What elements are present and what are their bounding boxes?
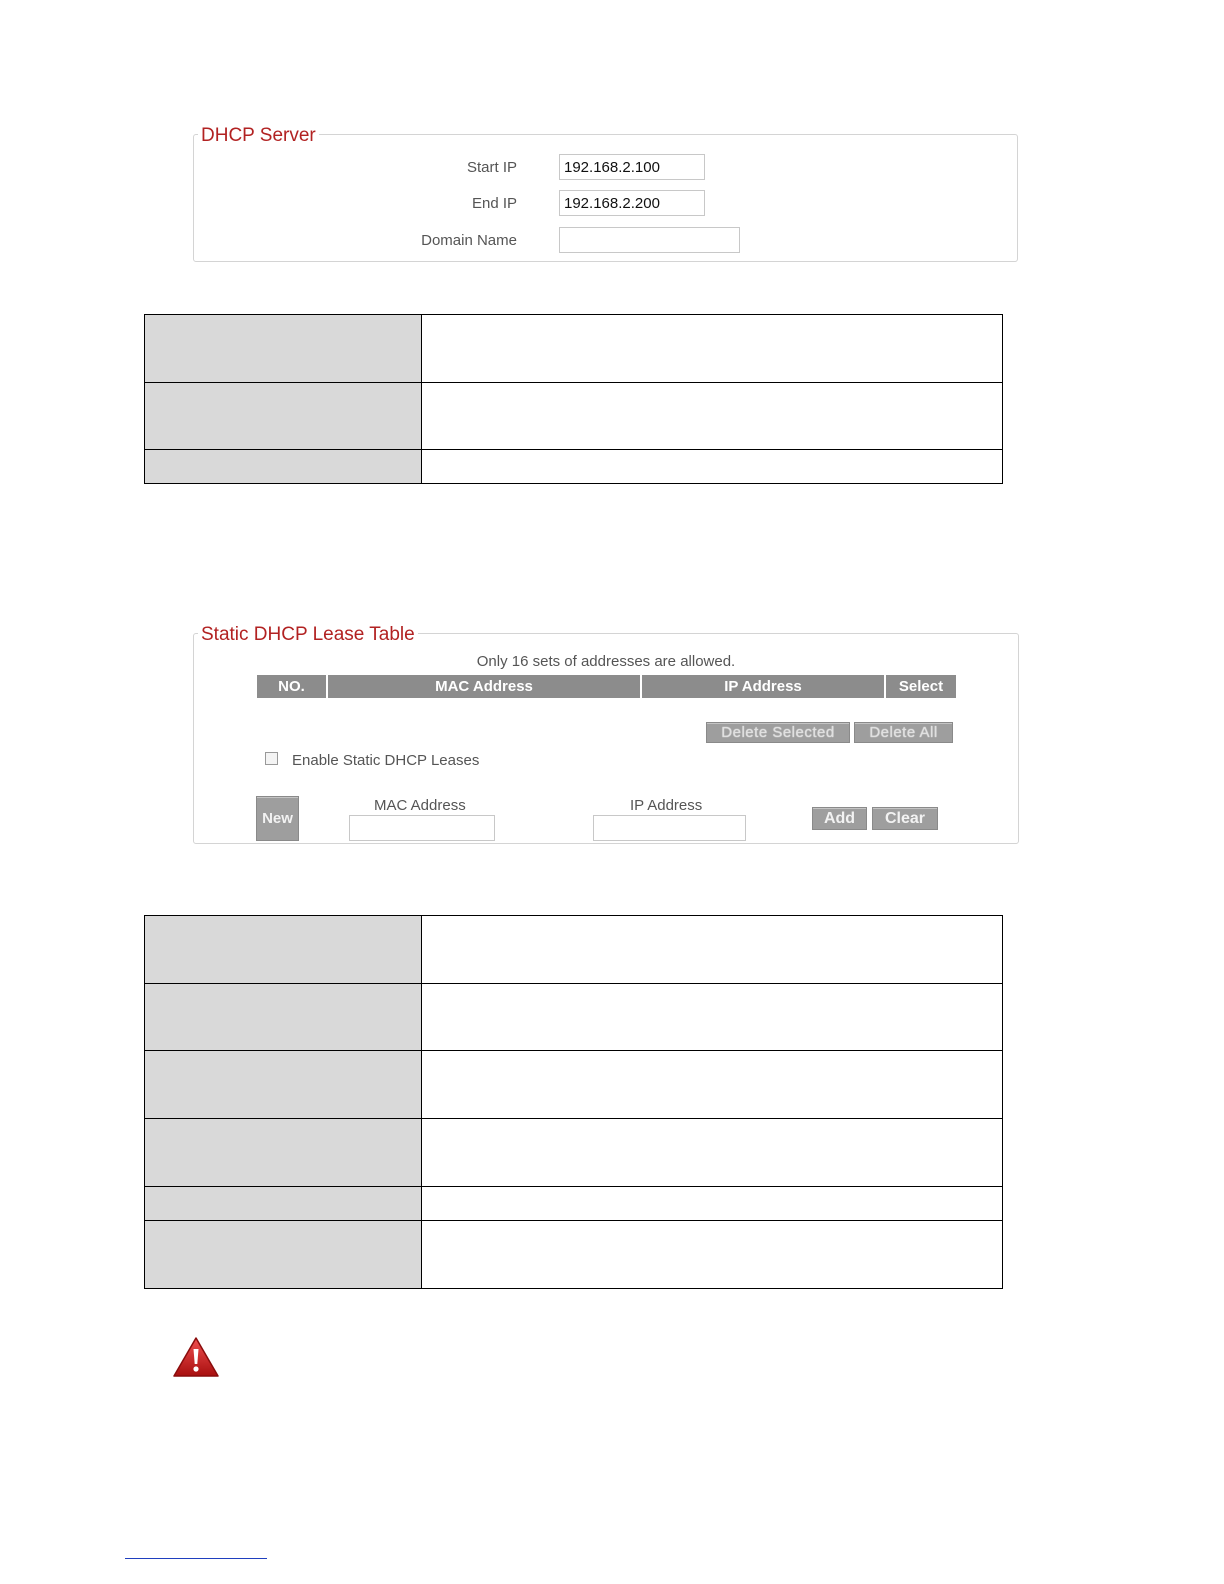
table-row [145, 450, 1003, 484]
delete-selected-button[interactable]: Delete Selected [706, 722, 850, 743]
table-row [145, 916, 1003, 984]
new-mac-label: MAC Address [374, 797, 466, 814]
table-row [145, 1119, 1003, 1187]
lease-limit-note: Only 16 sets of addresses are allowed. [476, 653, 736, 670]
start-ip-label: Start IP [466, 159, 517, 176]
table-value-cell [422, 916, 1003, 984]
enable-static-leases-label: Enable Static DHCP Leases [292, 752, 480, 769]
table-value-cell [422, 1187, 1003, 1221]
static-lease-legend: Static DHCP Lease Table [198, 624, 418, 646]
table-key-cell [145, 1187, 422, 1221]
table-row [145, 1051, 1003, 1119]
domain-name-input[interactable] [559, 227, 740, 253]
domain-name-row [194, 227, 1017, 255]
table-row [145, 984, 1003, 1051]
end-ip-row [194, 190, 1017, 218]
dhcp-server-legend: DHCP Server [198, 125, 319, 147]
new-entry-button[interactable]: New [256, 796, 299, 841]
table-row [145, 383, 1003, 450]
new-ip-label: IP Address [630, 797, 703, 814]
table-key-cell [145, 916, 422, 984]
table-value-cell [422, 1221, 1003, 1289]
static-lease-description-table [144, 915, 1003, 1289]
table-key-cell [145, 315, 422, 383]
dhcp-server-description-table [144, 314, 1003, 484]
table-value-cell [422, 383, 1003, 450]
enable-static-leases-checkbox[interactable] [265, 752, 278, 765]
start-ip-row [194, 154, 1017, 182]
table-key-cell [145, 984, 422, 1051]
table-row [145, 1221, 1003, 1289]
table-key-cell [145, 1221, 422, 1289]
table-key-cell [145, 450, 422, 484]
new-ip-input[interactable] [593, 815, 746, 841]
clear-button[interactable]: Clear [872, 807, 938, 830]
static-lease-panel [193, 624, 1019, 844]
new-mac-input[interactable] [349, 815, 495, 841]
column-header-no: NO. [257, 675, 328, 698]
column-header-ip: IP Address [642, 675, 886, 698]
table-row [145, 1187, 1003, 1221]
warning-icon [172, 1336, 220, 1378]
table-value-cell [422, 315, 1003, 383]
end-ip-label: End IP [471, 195, 517, 212]
add-button[interactable]: Add [812, 807, 867, 830]
table-value-cell [422, 450, 1003, 484]
table-row [145, 315, 1003, 383]
table-value-cell [422, 984, 1003, 1051]
table-key-cell [145, 1119, 422, 1187]
table-key-cell [145, 383, 422, 450]
column-header-select: Select [886, 675, 956, 698]
column-header-mac: MAC Address [328, 675, 642, 698]
footer-link-underline [125, 1558, 267, 1559]
delete-all-button[interactable]: Delete All [854, 722, 953, 743]
start-ip-input[interactable] [559, 154, 705, 180]
end-ip-input[interactable] [559, 190, 705, 216]
lease-table-header [257, 675, 956, 698]
table-key-cell [145, 1051, 422, 1119]
table-value-cell [422, 1119, 1003, 1187]
domain-name-label: Domain Name [421, 232, 517, 249]
table-value-cell [422, 1051, 1003, 1119]
dhcp-server-panel [193, 125, 1018, 262]
